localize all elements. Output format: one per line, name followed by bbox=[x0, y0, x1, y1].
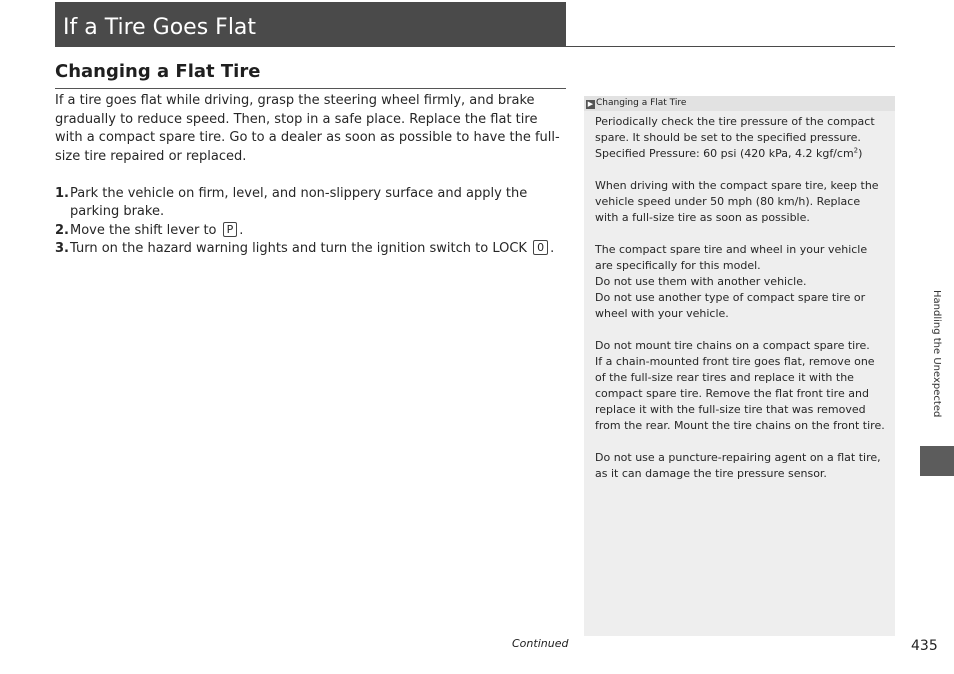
step-item-2 bbox=[55, 222, 567, 241]
intro-paragraph: If a tire goes flat while driving, grasp the steering wheel firmly, and brake gradually to reduce speed. Then, stop in a safe place. Replace the flat tire with a compact spare tire. Go to a dealer as soon as possible to have the full-size tire repaired or replaced. bbox=[55, 93, 560, 164]
side-note-line: Do not use them with another vehicle. bbox=[595, 275, 807, 288]
lock-0-key-icon: 0 bbox=[533, 240, 548, 255]
page-number: 435 bbox=[911, 638, 938, 654]
continued-note: Continued bbox=[512, 637, 569, 650]
step-text: Park the vehicle on firm, level, and non-slippery surface and apply the parking brake. bbox=[70, 185, 528, 219]
section-heading: Changing a Flat Tire bbox=[55, 61, 261, 82]
shift-p-key-icon: P bbox=[223, 222, 238, 237]
step-text-end: . bbox=[239, 222, 244, 238]
reference-icon: ▶ bbox=[587, 100, 594, 108]
step-list bbox=[55, 185, 567, 259]
side-note-paragraph bbox=[595, 338, 885, 434]
title-divider bbox=[55, 46, 895, 47]
step-item-1 bbox=[55, 185, 567, 222]
side-note-title: Changing a Flat Tire bbox=[596, 98, 687, 108]
side-note-paragraph: When driving with the compact spare tire, keep the vehicle speed under 50 mph (80 km/h). Replace with a full-size tire as soon as possible. bbox=[595, 179, 879, 224]
tire-pressure-text: Periodically check the tire pressure of the compact spare. It should be set to the specified pressure. bbox=[595, 115, 875, 144]
chapter-tab-marker bbox=[920, 446, 954, 476]
step-text: Move the shift lever to bbox=[70, 222, 217, 238]
side-note-paragraph bbox=[595, 114, 885, 162]
side-note-header bbox=[584, 96, 895, 111]
side-note-line: If a chain-mounted front tire goes flat, remove one of the full-size rear tires and replace it with the compact spare tire. Remove the flat front tire and replace it with the full-size tire that was removed from the rear. Mount the tire chains on the front tire. bbox=[595, 355, 885, 432]
section-divider bbox=[55, 88, 566, 89]
step-text-end: . bbox=[550, 241, 555, 256]
main-content bbox=[55, 92, 567, 259]
step-number: 2. bbox=[55, 222, 69, 238]
page-title: If a Tire Goes Flat bbox=[63, 15, 257, 40]
side-note-paragraph bbox=[595, 242, 885, 322]
side-note-body bbox=[595, 114, 885, 498]
page-title-bar bbox=[55, 2, 566, 46]
side-note-panel bbox=[584, 96, 895, 636]
chapter-tab-label: Handling the Unexpected bbox=[931, 290, 942, 418]
step-item-3 bbox=[55, 240, 567, 259]
side-note-line: Do not use another type of compact spare tire or wheel with your vehicle. bbox=[595, 291, 866, 320]
paren-close: ) bbox=[858, 147, 863, 160]
side-note-line: Do not mount tire chains on a compact spare tire. bbox=[595, 339, 870, 352]
superscript: 2 bbox=[853, 146, 859, 155]
side-note-line: The compact spare tire and wheel in your vehicle are specifically for this model. bbox=[595, 243, 868, 272]
step-number: 3. bbox=[55, 241, 69, 256]
side-note-paragraph: Do not use a puncture-repairing agent on a flat tire, as it can damage the tire pressure sensor. bbox=[595, 451, 881, 480]
step-text: Turn on the hazard warning lights and turn the ignition switch to LOCK bbox=[70, 241, 527, 256]
step-number: 1. bbox=[55, 185, 69, 201]
specified-pressure-text: Specified Pressure: 60 psi (420 kPa, 4.2 kgf/cm bbox=[595, 147, 854, 160]
